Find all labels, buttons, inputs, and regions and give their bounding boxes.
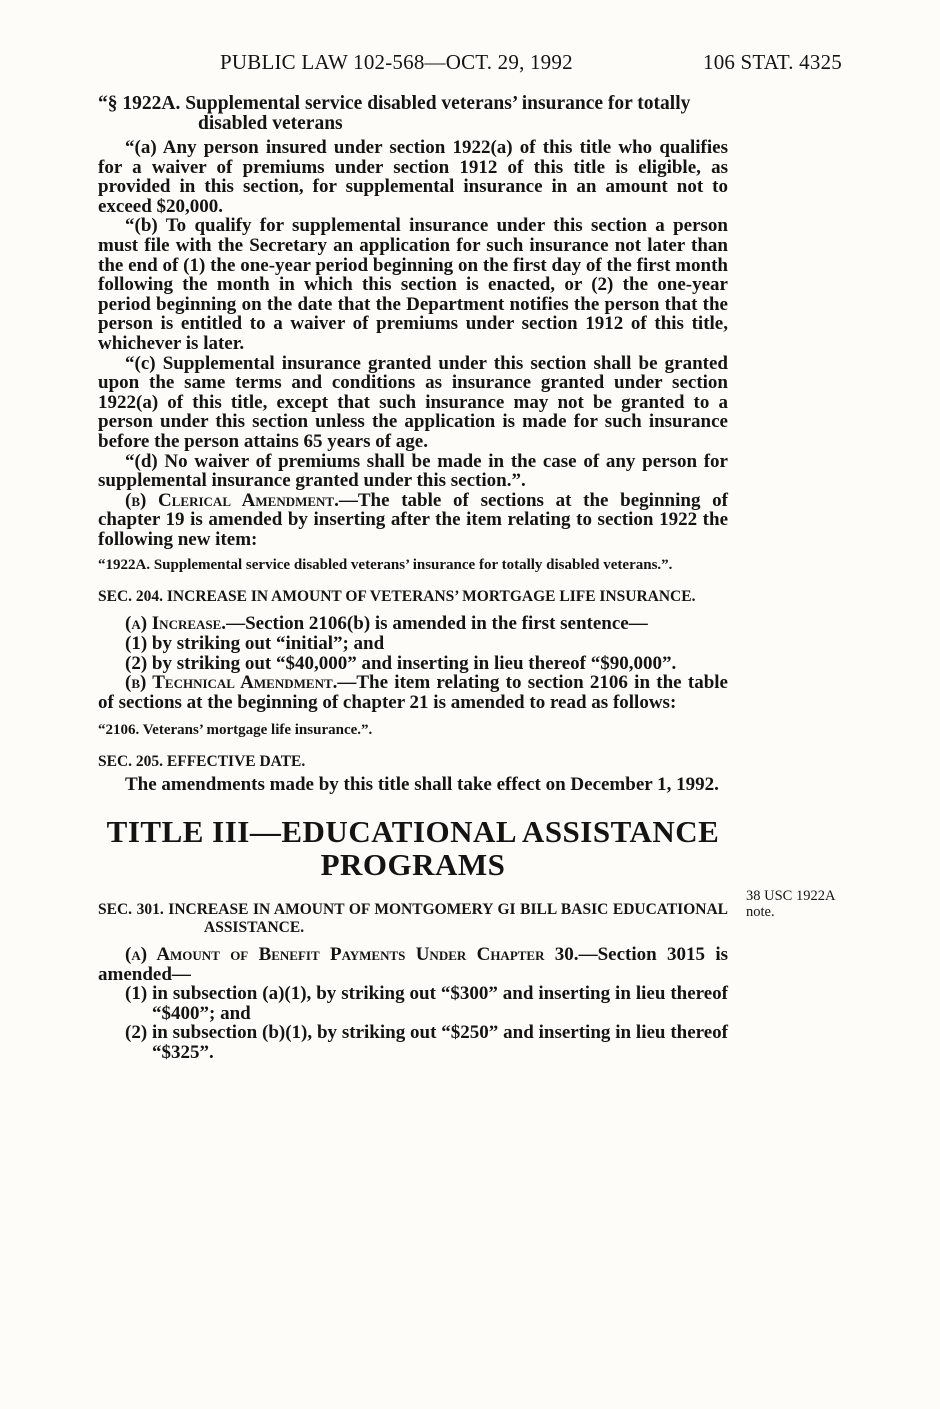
sec-204-a-label: (a) Increase. [125, 613, 227, 635]
sec-204-heading: SEC. 204. INCREASE IN AMOUNT OF VETERANS’ MORTGAGE LIFE INSURANCE. [98, 588, 696, 606]
technical-table-item: “2106. Veterans’ mortgage life insurance.”. [98, 722, 373, 739]
sec-301-a-text: —Section 3015 is amended— [98, 944, 728, 985]
sec-301-item-2: (2) in subsection (b)(1), by striking out “$250” and inserting in lieu thereof “$325”. [125, 1022, 728, 1063]
margin-note-usc: 38 USC 1922A note. [746, 888, 835, 920]
sec-301-a-label: (a) Amount of Benefit Payments Under Chapter 30. [125, 944, 579, 966]
sec-204-item-1: (1) by striking out “initial”; and [125, 633, 385, 655]
running-header-stat: 106 STAT. 4325 [703, 50, 842, 74]
sec-301-heading: SEC. 301. INCREASE IN AMOUNT OF MONTGOMERY GI BILL BASIC EDUCATIONAL ASSISTANCE. [98, 901, 728, 937]
clerical-table-item: “1922A. Supplemental service disabled veterans’ insurance for totally disabled veterans.”. [98, 557, 673, 574]
title-iii-heading-line-2: PROGRAMS [320, 847, 506, 883]
sec-204-item-2: (2) by striking out “$40,000” and inserting in lieu thereof “$90,000”. [125, 652, 677, 674]
sec-301-item-1: (1) in subsection (a)(1), by striking out “$300” and inserting in lieu thereof “$400”; and [125, 983, 728, 1024]
section-1922a-paragraph-d: “(d) No waiver of premiums shall be made in the case of any person for supplemental insurance granted under this section.”. [98, 450, 728, 492]
sec-204-paragraph-b [98, 673, 728, 712]
sec-204-b-label: (b) Technical Amendment. [125, 672, 338, 694]
clerical-amendment-paragraph [98, 491, 728, 550]
sec-204-a-text: —Section 2106(b) is amended in the first sentence— [226, 613, 648, 635]
sec-204-paragraph-a [98, 614, 728, 634]
section-1922a-paragraph-a: “(a) Any person insured under section 1922(a) of this title who qualifies for a waiver of premiums under section 1912 of this title is eligible, as provided in this section, for supplemental insurance in an amount not to exceed $20,000. [98, 137, 728, 217]
sec-205-heading: SEC. 205. EFFECTIVE DATE. [98, 753, 306, 771]
section-1922a-heading: “§ 1922A. Supplemental service disabled veterans’ insurance for totally disabled veterans [98, 93, 691, 134]
running-header-law: PUBLIC LAW 102-568—OCT. 29, 1992 [220, 50, 573, 74]
section-1922a-paragraph-c: “(c) Supplemental insurance granted under this section shall be granted upon the same terms and conditions as insurance granted under section 1922(a) of this title, except that such insurance may not be granted to a person under this section unless the application is made for such insurance before the person attains 65 years of age. [98, 352, 728, 452]
main-text-column [98, 94, 728, 1063]
sec-204-b-text: —The item relating to section 2106 in the table of sections at the beginning of chapter 21 is amended to read as follows: [98, 672, 728, 713]
section-1922a-paragraph-b: “(b) To qualify for supplemental insurance under this section a person must file with the Secretary an application for such insurance not later than the end of (1) the one-year period beginning on the first day of the first month following the month in which this section is enacted, or (2) the one-year period beginning on the date that the Department notifies the person that the person is entitled to a waiver of premiums under section 1912 of this title, whichever is later. [98, 215, 728, 354]
sec-205-text: The amendments made by this title shall take effect on December 1, 1992. [125, 774, 719, 796]
title-iii-heading-line-1: TITLE III—EDUCATIONAL ASSISTANCE [106, 814, 720, 850]
sec-301-paragraph-a [98, 945, 728, 984]
clerical-amendment-text: —The table of sections at the beginning of chapter 19 is amended by inserting after the item relating to section 1922 the following new item: [98, 489, 728, 550]
clerical-amendment-label: (b) Clerical Amendment. [125, 489, 339, 511]
